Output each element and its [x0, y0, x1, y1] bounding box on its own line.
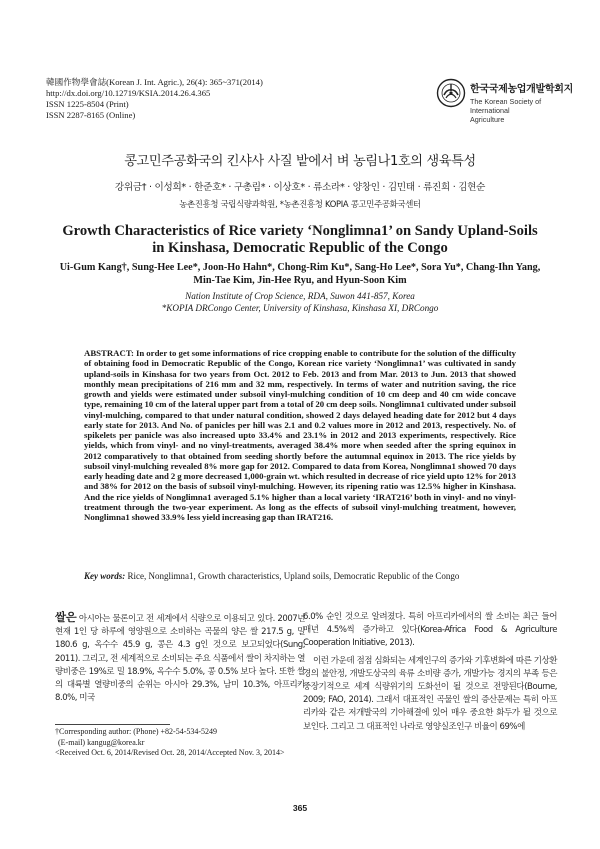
abstract-label: ABSTRACT: — [84, 348, 134, 358]
body-paragraph — [55, 611, 305, 705]
authors-en-line2: Min-Tae Kim, Jin-Hee Ryu, and Hyun-Soon Kim — [193, 274, 407, 286]
body-column-right — [303, 611, 557, 734]
authors-en — [50, 262, 550, 287]
keywords-label: Key words: — [84, 571, 126, 581]
society-brand — [436, 78, 573, 124]
affiliation-en-line2: *KOPIA DRCongo Center, University of Kinshasa, Kinshasa XI, DRCongo — [161, 302, 439, 313]
affiliation-en-line1: Nation Institute of Crop Science, RDA, Suwon 441-857, Korea — [185, 291, 415, 301]
authors-kr: 강위금† · 이성희* · 한준호* · 구총림* · 이상호* · 류소라* · 양창인 · 김민태 · 류진희 · 김현순 — [114, 182, 486, 193]
received-dates: <Received Oct. 6, 2014/Revised Oct. 28, 2014/Accepted Nov. 3, 2014> — [55, 748, 285, 757]
body-column-left — [55, 611, 305, 705]
body-left-text: 아시아는 물론이고 전 세계에서 식량으로 이용되고 있다. 2007년 현재 1인 당 하루에 영양원으로 소비하는 곡물의 양은 쌀 217.5 g, 밀 180.6 g, 옥수수 45.9 g, 콩은 4.3 g인 것으로 보고되었다(Sung, 2011). 그리고, 전 세계적으로 소비되는 주요 식품에서 쌀이 차지하는 열량비중은 19%로 밀 18.9%, 옥수수 5.0%, 콩 0.5% 보다 높다. 또한 쌀의 대륙별 열량비중의 순위는 아시아 29.3%, 남미 10.3%, 아프리카 8.0%, 미국 — [55, 614, 305, 704]
journal-info — [46, 77, 263, 121]
society-name-en-line1: The Korean Society of International — [470, 97, 542, 115]
society-name-kr: 한국국제농업개발학회지 — [470, 84, 573, 95]
issn-print: ISSN 1225-8504 (Print) — [46, 99, 129, 109]
authors-en-line1: Ui-Gum Kang†, Sung-Hee Lee*, Joon-Ho Hahn*, Chong-Rim Ku*, Sang-Ho Lee*, Sora Yu*, Chang-Ihn Yang, — [59, 262, 541, 273]
keywords — [84, 571, 524, 582]
body-dropcap: 쌀은 — [55, 610, 77, 624]
abstract-text: In order to get some informations of rice cropping enable to contribute for the solution of the difficulty of obtaining food in Democratic Republic of the Congo, Korean rice variety ‘Nonglimna1’ was cultivated in sandy upland-soils in Kinshasa for two years from Oct. 2012 to Feb. 2013 and from Mar. 2013 to Jun. 2013 that showed monthly mean precipitations of 216 mm and 32 mm, respectively. In terms of water and nutrition saving, the rice growth and yields were estimated under subsoil vinyl-mulching condition of 10 cm deep and 40 cm wide concave type, remaining 10 cm of the lateral upper part from a total of 20 cm deep soils. Nonglimna1 cultivated under subsoil vinyl-mulching, compared to that under natural condition, showed 2 days delayed heading date for 2012 but 4 days early state for 2013. And No. of panicles per hill was 2.1 and 0.2 values more in 2012 and 2013, respectively. No. of spikelets per panicle was also increased upto 33.4% and 23.1% in 2012 and 2013 experiments, respectively. Rice yields, which from vinyl- and no vinyl-treatments, averaged 38.4% more when seeded after the spring equinox in 2012 comparatively to that obtained from seeding shortly before the autumnal equinox in 2013. The rice yields by subsoil vinyl-mulching revealed 8% more gap for 2012. Compared to data from Korea, Nonglimna1 showed 70 days early heading date and 2 g more decreased 1,000-grain wt. which resulted in decrease of rice yield upto 12% for 2013 and 38% for 2012 on the basis of subsoil vinyl-mulching. However, its ripening ratio was 12.5% higher in Kinshasa. And the rice yields of Nonglimna1 averaged 5.1% higher than a local variety ‘IRAT216’ both in vinyl- and no vinyl-treatment through the two-year experiment. As long as the effects of subsoil vinyl-mulching treatment, however, Nonglimna1 showed 33.9% less yield increasing gap than IRAT216. — [84, 348, 516, 522]
society-name-en-line2: Agriculture — [470, 115, 505, 124]
footnote — [55, 727, 305, 759]
keywords-text: Rice, Nonglimna1, Growth characteristics, Upland soils, Democratic Republic of the Congo — [127, 571, 460, 581]
society-logo-icon — [436, 78, 466, 108]
doi-link[interactable]: http://dx.doi.org/10.12719/KSIA.2014.26.4.365 — [46, 88, 211, 98]
affiliation-en — [50, 291, 550, 314]
journal-citation: 韓國作物學會誌(Korean J. Int. Agric.), 26(4): 365~371(2014) — [46, 77, 263, 87]
abstract — [84, 348, 516, 522]
footnote-divider — [55, 724, 170, 725]
affiliation-kr: 농촌진흥청 국립식량과학원, *농촌진흥청 KOPIA 콩고민주공화국센터 — [179, 199, 421, 209]
body-paragraph: 이런 가운데 점점 심화되는 세계인구의 증가와 기후변화에 따른 기상환경의 불안정, 개발도상국의 육류 소비량 증가, 개발가능 경지의 부족 등은 중장기적으로 세계 식량위기의 도화선이 될 것으로 전망된다(Bourne, 2009; FAO, 2014). 그래서 대표적인 곡물인 쌀의 증산문제는 특히 아프리카와 같은 저개발국의 기아해결에 있어 매우 중요한 화두가 될 것으로 보인다. 그리고 그 대표적인 나라로 영양실조인구 비율이 69%에 — [303, 655, 557, 732]
corresponding-author: †Corresponding author: (Phone) +82-54-534-5249 — [55, 727, 218, 736]
author-email[interactable]: (E-mail) kangug@korea.kr — [58, 737, 145, 747]
society-name-en — [470, 97, 570, 124]
paper-title-kr: 콩고민주공화국의 킨샤사 사질 밭에서 벼 농림나1호의 생육특성 — [124, 154, 476, 169]
body-paragraph: 6.0% 순인 것으로 알려졌다. 특히 아프리카에서의 쌀 소비는 최근 들어 매년 4.5%씩 증가하고 있다(Korea-Africa Food & Agriculture Cooperation Initiative, 2013). — [303, 612, 557, 649]
paper-title-en — [40, 223, 560, 257]
issn-online: ISSN 2287-8165 (Online) — [46, 110, 136, 120]
paper-title-en-line1: Growth Characteristics of Rice variety ‘Nonglimna1’ on Sandy Upland-Soils — [62, 223, 538, 239]
page-number: 365 — [292, 803, 308, 813]
paper-title-en-line2: in Kinshasa, Democratic Republic of the Congo — [152, 240, 448, 256]
